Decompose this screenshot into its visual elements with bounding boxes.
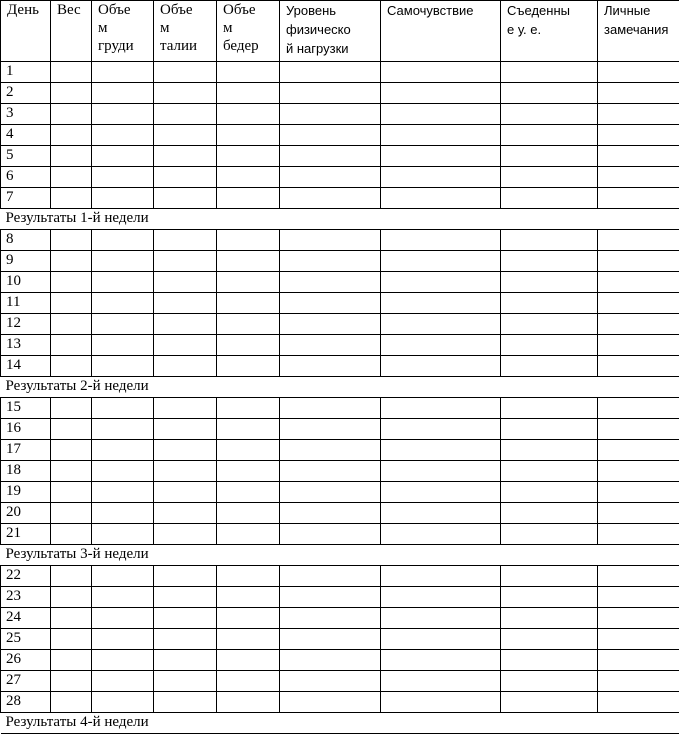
chest-cell[interactable] xyxy=(92,524,154,545)
hips-cell[interactable] xyxy=(217,503,280,524)
wellbeing-cell[interactable] xyxy=(381,188,501,209)
chest-cell[interactable] xyxy=(92,461,154,482)
weight-cell[interactable] xyxy=(51,146,92,167)
weight-cell[interactable] xyxy=(51,692,92,713)
hips-cell[interactable] xyxy=(217,167,280,188)
header-day: День xyxy=(1,1,51,62)
chest-cell[interactable] xyxy=(92,440,154,461)
waist-cell[interactable] xyxy=(154,356,217,377)
header-wellbeing: Самочувствие xyxy=(381,1,501,62)
weight-cell[interactable] xyxy=(51,671,92,692)
header-weight: Вес xyxy=(51,1,92,62)
hips-cell[interactable] xyxy=(217,272,280,293)
notes-cell[interactable] xyxy=(598,524,679,545)
table-row xyxy=(1,62,679,83)
hips-cell[interactable] xyxy=(217,524,280,545)
weight-cell[interactable] xyxy=(51,608,92,629)
activity-cell[interactable] xyxy=(280,650,381,671)
notes-cell[interactable] xyxy=(598,398,679,419)
chest-cell[interactable] xyxy=(92,293,154,314)
day-number: 5 xyxy=(1,146,51,167)
eaten-units-cell[interactable] xyxy=(501,251,598,272)
chest-cell[interactable] xyxy=(92,608,154,629)
day-number: 14 xyxy=(1,356,51,377)
eaten-units-cell[interactable] xyxy=(501,503,598,524)
waist-cell[interactable] xyxy=(154,398,217,419)
activity-cell[interactable] xyxy=(280,692,381,713)
table-row xyxy=(1,503,679,524)
day-number: 24 xyxy=(1,608,51,629)
activity-cell[interactable] xyxy=(280,482,381,503)
activity-cell[interactable] xyxy=(280,293,381,314)
chest-cell[interactable] xyxy=(92,230,154,251)
waist-cell[interactable] xyxy=(154,587,217,608)
notes-cell[interactable] xyxy=(598,356,679,377)
weight-cell[interactable] xyxy=(51,230,92,251)
chest-cell[interactable] xyxy=(92,83,154,104)
table-row xyxy=(1,146,679,167)
waist-cell[interactable] xyxy=(154,230,217,251)
header-notes: Личные замечания xyxy=(598,1,679,62)
notes-cell[interactable] xyxy=(598,335,679,356)
header-waist: Объе м талии xyxy=(154,1,217,62)
eaten-units-cell[interactable] xyxy=(501,608,598,629)
eaten-units-cell[interactable] xyxy=(501,587,598,608)
chest-cell[interactable] xyxy=(92,188,154,209)
table-row xyxy=(1,524,679,545)
table-row xyxy=(1,125,679,146)
eaten-units-cell[interactable] xyxy=(501,104,598,125)
table-row xyxy=(1,482,679,503)
weight-cell[interactable] xyxy=(51,272,92,293)
eaten-units-cell[interactable] xyxy=(501,314,598,335)
activity-cell[interactable] xyxy=(280,251,381,272)
weight-cell[interactable] xyxy=(51,83,92,104)
waist-cell[interactable] xyxy=(154,125,217,146)
chest-cell[interactable] xyxy=(92,566,154,587)
weight-cell[interactable] xyxy=(51,566,92,587)
day-number: 28 xyxy=(1,692,51,713)
activity-cell[interactable] xyxy=(280,503,381,524)
waist-cell[interactable] xyxy=(154,167,217,188)
table-row xyxy=(1,608,679,629)
hips-cell[interactable] xyxy=(217,146,280,167)
eaten-units-cell[interactable] xyxy=(501,650,598,671)
wellbeing-cell[interactable] xyxy=(381,566,501,587)
weight-cell[interactable] xyxy=(51,125,92,146)
week-summary-row xyxy=(1,545,679,566)
wellbeing-cell[interactable] xyxy=(381,524,501,545)
weight-cell[interactable] xyxy=(51,398,92,419)
eaten-units-cell[interactable] xyxy=(501,146,598,167)
activity-cell[interactable] xyxy=(280,356,381,377)
day-number: 21 xyxy=(1,524,51,545)
wellbeing-cell[interactable] xyxy=(381,587,501,608)
waist-cell[interactable] xyxy=(154,419,217,440)
waist-cell[interactable] xyxy=(154,461,217,482)
activity-cell[interactable] xyxy=(280,398,381,419)
wellbeing-cell[interactable] xyxy=(381,398,501,419)
wellbeing-cell[interactable] xyxy=(381,692,501,713)
header-hips: Объе м бедер xyxy=(217,1,280,62)
weight-cell[interactable] xyxy=(51,335,92,356)
eaten-units-cell[interactable] xyxy=(501,230,598,251)
chest-cell[interactable] xyxy=(92,251,154,272)
table-row xyxy=(1,314,679,335)
activity-cell[interactable] xyxy=(280,608,381,629)
eaten-units-cell[interactable] xyxy=(501,566,598,587)
table-row xyxy=(1,629,679,650)
day-number: 10 xyxy=(1,272,51,293)
chest-cell[interactable] xyxy=(92,692,154,713)
activity-cell[interactable] xyxy=(280,671,381,692)
day-number: 9 xyxy=(1,251,51,272)
eaten-units-cell[interactable] xyxy=(501,482,598,503)
day-number: 1 xyxy=(1,62,51,83)
weight-cell[interactable] xyxy=(51,62,92,83)
hips-cell[interactable] xyxy=(217,671,280,692)
chest-cell[interactable] xyxy=(92,167,154,188)
notes-cell[interactable] xyxy=(598,671,679,692)
waist-cell[interactable] xyxy=(154,650,217,671)
activity-cell[interactable] xyxy=(280,188,381,209)
hips-cell[interactable] xyxy=(217,251,280,272)
waist-cell[interactable] xyxy=(154,293,217,314)
weight-cell[interactable] xyxy=(51,167,92,188)
chest-cell[interactable] xyxy=(92,503,154,524)
day-number: 19 xyxy=(1,482,51,503)
chest-cell[interactable] xyxy=(92,62,154,83)
eaten-units-cell[interactable] xyxy=(501,83,598,104)
hips-cell[interactable] xyxy=(217,356,280,377)
weight-cell[interactable] xyxy=(51,188,92,209)
chest-cell[interactable] xyxy=(92,104,154,125)
notes-cell[interactable] xyxy=(598,482,679,503)
weight-cell[interactable] xyxy=(51,419,92,440)
weight-cell[interactable] xyxy=(51,503,92,524)
activity-cell[interactable] xyxy=(280,83,381,104)
waist-cell[interactable] xyxy=(154,188,217,209)
table-row xyxy=(1,293,679,314)
waist-cell[interactable] xyxy=(154,314,217,335)
chest-cell[interactable] xyxy=(92,671,154,692)
eaten-units-cell[interactable] xyxy=(501,293,598,314)
wellbeing-cell[interactable] xyxy=(381,83,501,104)
week-summary-label: Результаты 1-й недели xyxy=(1,209,679,230)
chest-cell[interactable] xyxy=(92,125,154,146)
notes-cell[interactable] xyxy=(598,461,679,482)
activity-cell[interactable] xyxy=(280,566,381,587)
activity-cell[interactable] xyxy=(280,167,381,188)
eaten-units-cell[interactable] xyxy=(501,356,598,377)
wellbeing-cell[interactable] xyxy=(381,104,501,125)
activity-cell[interactable] xyxy=(280,629,381,650)
eaten-units-cell[interactable] xyxy=(501,524,598,545)
weight-cell[interactable] xyxy=(51,629,92,650)
eaten-units-cell[interactable] xyxy=(501,167,598,188)
wellbeing-cell[interactable] xyxy=(381,419,501,440)
day-number: 27 xyxy=(1,671,51,692)
notes-cell[interactable] xyxy=(598,503,679,524)
waist-cell[interactable] xyxy=(154,566,217,587)
header-chest: Объе м груди xyxy=(92,1,154,62)
waist-cell[interactable] xyxy=(154,272,217,293)
day-number: 4 xyxy=(1,125,51,146)
activity-cell[interactable] xyxy=(280,419,381,440)
activity-cell[interactable] xyxy=(280,587,381,608)
activity-cell[interactable] xyxy=(280,230,381,251)
notes-cell[interactable] xyxy=(598,188,679,209)
day-number: 20 xyxy=(1,503,51,524)
table-row xyxy=(1,167,679,188)
notes-cell[interactable] xyxy=(598,167,679,188)
chest-cell[interactable] xyxy=(92,629,154,650)
day-number: 6 xyxy=(1,167,51,188)
wellbeing-cell[interactable] xyxy=(381,314,501,335)
hips-cell[interactable] xyxy=(217,335,280,356)
activity-cell[interactable] xyxy=(280,524,381,545)
table-row xyxy=(1,587,679,608)
day-number: 2 xyxy=(1,83,51,104)
hips-cell[interactable] xyxy=(217,293,280,314)
activity-cell[interactable] xyxy=(280,62,381,83)
day-number: 15 xyxy=(1,398,51,419)
waist-cell[interactable] xyxy=(154,104,217,125)
waist-cell[interactable] xyxy=(154,440,217,461)
hips-cell[interactable] xyxy=(217,419,280,440)
notes-cell[interactable] xyxy=(598,650,679,671)
eaten-units-cell[interactable] xyxy=(501,188,598,209)
weight-cell[interactable] xyxy=(51,524,92,545)
notes-cell[interactable] xyxy=(598,692,679,713)
table-row xyxy=(1,356,679,377)
table-row xyxy=(1,188,679,209)
hips-cell[interactable] xyxy=(217,629,280,650)
wellbeing-cell[interactable] xyxy=(381,356,501,377)
table-row xyxy=(1,272,679,293)
day-number: 18 xyxy=(1,461,51,482)
hips-cell[interactable] xyxy=(217,104,280,125)
day-number: 7 xyxy=(1,188,51,209)
hips-cell[interactable] xyxy=(217,440,280,461)
hips-cell[interactable] xyxy=(217,83,280,104)
waist-cell[interactable] xyxy=(154,671,217,692)
hips-cell[interactable] xyxy=(217,482,280,503)
waist-cell[interactable] xyxy=(154,83,217,104)
hips-cell[interactable] xyxy=(217,62,280,83)
weight-cell[interactable] xyxy=(51,587,92,608)
hips-cell[interactable] xyxy=(217,650,280,671)
eaten-units-cell[interactable] xyxy=(501,335,598,356)
weight-cell[interactable] xyxy=(51,293,92,314)
waist-cell[interactable] xyxy=(154,524,217,545)
activity-cell[interactable] xyxy=(280,125,381,146)
day-number: 8 xyxy=(1,230,51,251)
notes-cell[interactable] xyxy=(598,62,679,83)
eaten-units-cell[interactable] xyxy=(501,419,598,440)
table-row xyxy=(1,440,679,461)
weight-cell[interactable] xyxy=(51,104,92,125)
eaten-units-cell[interactable] xyxy=(501,692,598,713)
notes-cell[interactable] xyxy=(598,83,679,104)
waist-cell[interactable] xyxy=(154,335,217,356)
eaten-units-cell[interactable] xyxy=(501,272,598,293)
chest-cell[interactable] xyxy=(92,482,154,503)
hips-cell[interactable] xyxy=(217,692,280,713)
chest-cell[interactable] xyxy=(92,398,154,419)
day-number: 22 xyxy=(1,566,51,587)
waist-cell[interactable] xyxy=(154,608,217,629)
header-eaten-units: Съеденны е у. е. xyxy=(501,1,598,62)
week-summary-label: Результаты 3-й недели xyxy=(1,545,679,566)
weight-cell[interactable] xyxy=(51,251,92,272)
header-activity: Уровень физическо й нагрузки xyxy=(280,1,381,62)
weight-cell[interactable] xyxy=(51,314,92,335)
chest-cell[interactable] xyxy=(92,587,154,608)
table-row xyxy=(1,83,679,104)
wellbeing-cell[interactable] xyxy=(381,146,501,167)
wellbeing-cell[interactable] xyxy=(381,650,501,671)
day-number: 11 xyxy=(1,293,51,314)
day-number: 17 xyxy=(1,440,51,461)
activity-cell[interactable] xyxy=(280,104,381,125)
hips-cell[interactable] xyxy=(217,608,280,629)
hips-cell[interactable] xyxy=(217,314,280,335)
eaten-units-cell[interactable] xyxy=(501,125,598,146)
table-row xyxy=(1,419,679,440)
activity-cell[interactable] xyxy=(280,146,381,167)
day-number: 25 xyxy=(1,629,51,650)
table-row xyxy=(1,104,679,125)
day-number: 12 xyxy=(1,314,51,335)
eaten-units-cell[interactable] xyxy=(501,398,598,419)
waist-cell[interactable] xyxy=(154,251,217,272)
weight-cell[interactable] xyxy=(51,461,92,482)
week-summary-row xyxy=(1,377,679,398)
wellbeing-cell[interactable] xyxy=(381,461,501,482)
table-row xyxy=(1,566,679,587)
wellbeing-cell[interactable] xyxy=(381,503,501,524)
wellbeing-cell[interactable] xyxy=(381,230,501,251)
activity-cell[interactable] xyxy=(280,440,381,461)
eaten-units-cell[interactable] xyxy=(501,62,598,83)
eaten-units-cell[interactable] xyxy=(501,461,598,482)
wellbeing-cell[interactable] xyxy=(381,62,501,83)
notes-cell[interactable] xyxy=(598,587,679,608)
notes-cell[interactable] xyxy=(598,314,679,335)
activity-cell[interactable] xyxy=(280,335,381,356)
chest-cell[interactable] xyxy=(92,335,154,356)
chest-cell[interactable] xyxy=(92,272,154,293)
weight-cell[interactable] xyxy=(51,440,92,461)
week-summary-label: Результаты 2-й недели xyxy=(1,377,679,398)
wellbeing-cell[interactable] xyxy=(381,440,501,461)
weight-cell[interactable] xyxy=(51,356,92,377)
activity-cell[interactable] xyxy=(280,314,381,335)
chest-cell[interactable] xyxy=(92,356,154,377)
wellbeing-cell[interactable] xyxy=(381,293,501,314)
wellbeing-cell[interactable] xyxy=(381,251,501,272)
hips-cell[interactable] xyxy=(217,188,280,209)
wellbeing-cell[interactable] xyxy=(381,629,501,650)
notes-cell[interactable] xyxy=(598,629,679,650)
table-row xyxy=(1,671,679,692)
hips-cell[interactable] xyxy=(217,587,280,608)
table-row xyxy=(1,251,679,272)
table-row xyxy=(1,230,679,251)
notes-cell[interactable] xyxy=(598,230,679,251)
notes-cell[interactable] xyxy=(598,419,679,440)
hips-cell[interactable] xyxy=(217,125,280,146)
table-row xyxy=(1,650,679,671)
day-number: 3 xyxy=(1,104,51,125)
eaten-units-cell[interactable] xyxy=(501,440,598,461)
waist-cell[interactable] xyxy=(154,503,217,524)
waist-cell[interactable] xyxy=(154,692,217,713)
wellbeing-cell[interactable] xyxy=(381,125,501,146)
wellbeing-cell[interactable] xyxy=(381,272,501,293)
notes-cell[interactable] xyxy=(598,104,679,125)
day-number: 26 xyxy=(1,650,51,671)
waist-cell[interactable] xyxy=(154,146,217,167)
weight-cell[interactable] xyxy=(51,650,92,671)
week-summary-label: Результаты 4-й недели xyxy=(1,713,679,734)
waist-cell[interactable] xyxy=(154,629,217,650)
table-row xyxy=(1,398,679,419)
wellbeing-cell[interactable] xyxy=(381,482,501,503)
week-summary-row xyxy=(1,713,679,734)
day-number: 13 xyxy=(1,335,51,356)
chest-cell[interactable] xyxy=(92,146,154,167)
hips-cell[interactable] xyxy=(217,398,280,419)
waist-cell[interactable] xyxy=(154,482,217,503)
hips-cell[interactable] xyxy=(217,230,280,251)
notes-cell[interactable] xyxy=(598,608,679,629)
notes-cell[interactable] xyxy=(598,566,679,587)
week-summary-row xyxy=(1,209,679,230)
notes-cell[interactable] xyxy=(598,272,679,293)
chest-cell[interactable] xyxy=(92,314,154,335)
wellbeing-cell[interactable] xyxy=(381,335,501,356)
notes-cell[interactable] xyxy=(598,293,679,314)
table-row xyxy=(1,461,679,482)
waist-cell[interactable] xyxy=(154,62,217,83)
day-number: 23 xyxy=(1,587,51,608)
notes-cell[interactable] xyxy=(598,251,679,272)
table-row xyxy=(1,335,679,356)
day-number: 16 xyxy=(1,419,51,440)
eaten-units-cell[interactable] xyxy=(501,629,598,650)
weight-cell[interactable] xyxy=(51,482,92,503)
notes-cell[interactable] xyxy=(598,440,679,461)
hips-cell[interactable] xyxy=(217,461,280,482)
activity-cell[interactable] xyxy=(280,461,381,482)
wellbeing-cell[interactable] xyxy=(381,608,501,629)
table-row xyxy=(1,692,679,713)
notes-cell[interactable] xyxy=(598,125,679,146)
wellbeing-cell[interactable] xyxy=(381,671,501,692)
notes-cell[interactable] xyxy=(598,146,679,167)
hips-cell[interactable] xyxy=(217,566,280,587)
chest-cell[interactable] xyxy=(92,650,154,671)
activity-cell[interactable] xyxy=(280,272,381,293)
header-row xyxy=(1,1,679,62)
chest-cell[interactable] xyxy=(92,419,154,440)
wellbeing-cell[interactable] xyxy=(381,167,501,188)
eaten-units-cell[interactable] xyxy=(501,671,598,692)
